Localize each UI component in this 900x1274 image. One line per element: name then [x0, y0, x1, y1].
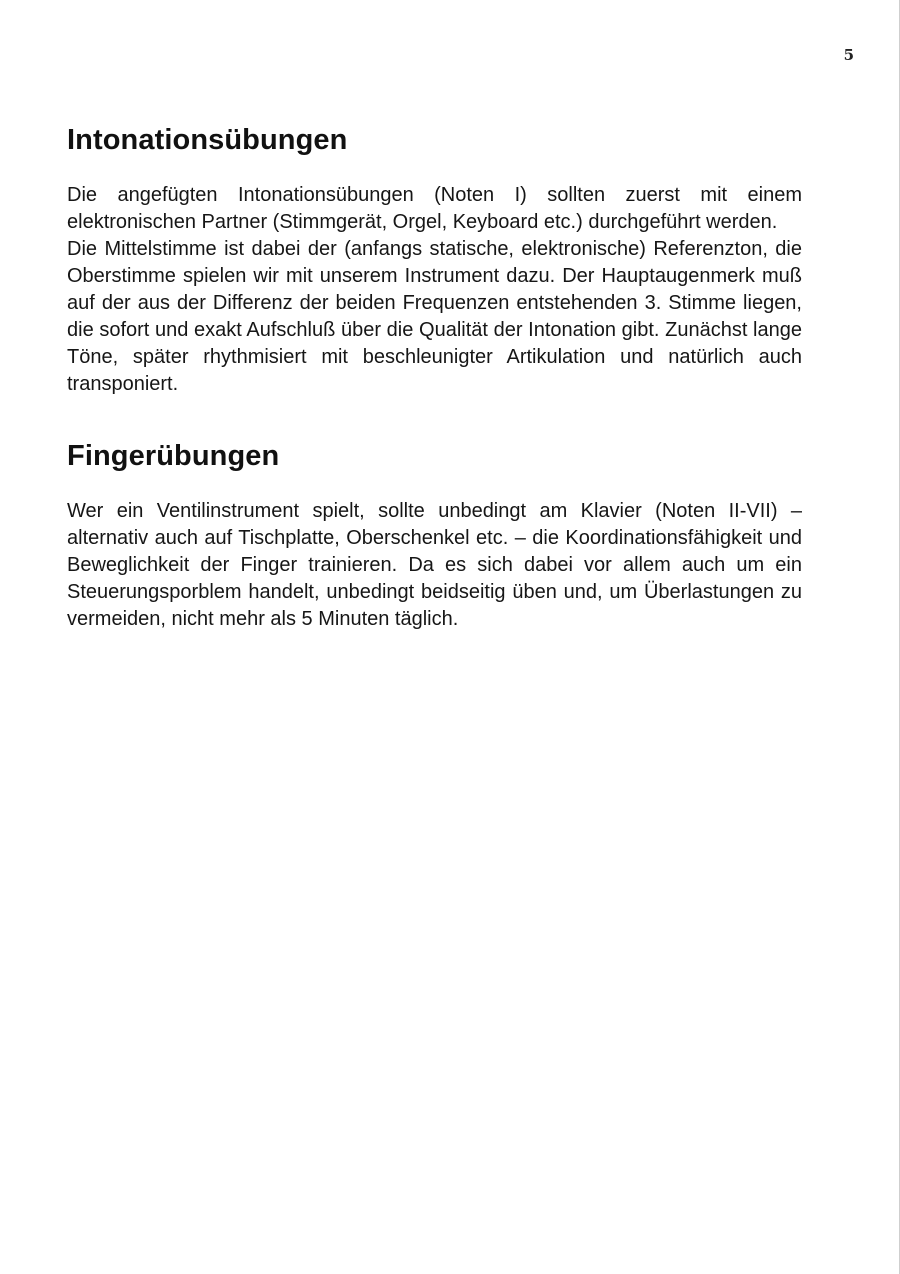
- section-heading: Fingerübungen: [67, 440, 280, 472]
- section-heading: Intonationsübungen: [67, 124, 348, 156]
- paragraph: Die angefügten Intonationsübungen (Noten I) sollten zuerst mit einem elektronischen Partner (Stimmgerät, Orgel, Keyboard etc.) durchgeführt werden.: [67, 184, 802, 233]
- paragraph: Wer ein Ventilinstrument spielt, sollte unbedingt am Klavier (Noten II-VII) – alternativ auch auf Tischplatte, Oberschenkel etc. – die Koordinationsfähigkeit und Beweglichkeit der Finger trainieren. Da es sich dabei vor allem auch um ein Steuerungsporblem handelt, unbedingt beidseitig üben und, um Überlastungen zu vermeiden, nicht mehr als 5 Minuten täglich.: [67, 500, 802, 630]
- section-fingeruebungen: [67, 438, 802, 633]
- section-intonationsuebungen: [67, 122, 802, 398]
- page-number: 5: [843, 46, 854, 64]
- page-content: [67, 122, 802, 673]
- paragraph: Die Mittelstimme ist dabei der (anfangs statische, elektronische) Referenzton, die Oberstimme spielen wir mit unserem Instrument dazu. Der Hauptaugenmerk muß auf der aus der Differenz der beiden Frequenzen entstehenden 3. Stimme liegen, die sofort und exakt Aufschluß über die Qualität der Intonation gibt. Zunächst lange Töne, später rhythmisiert mit beschleunigter Artikulation und natürlich auch transponiert.: [67, 238, 802, 395]
